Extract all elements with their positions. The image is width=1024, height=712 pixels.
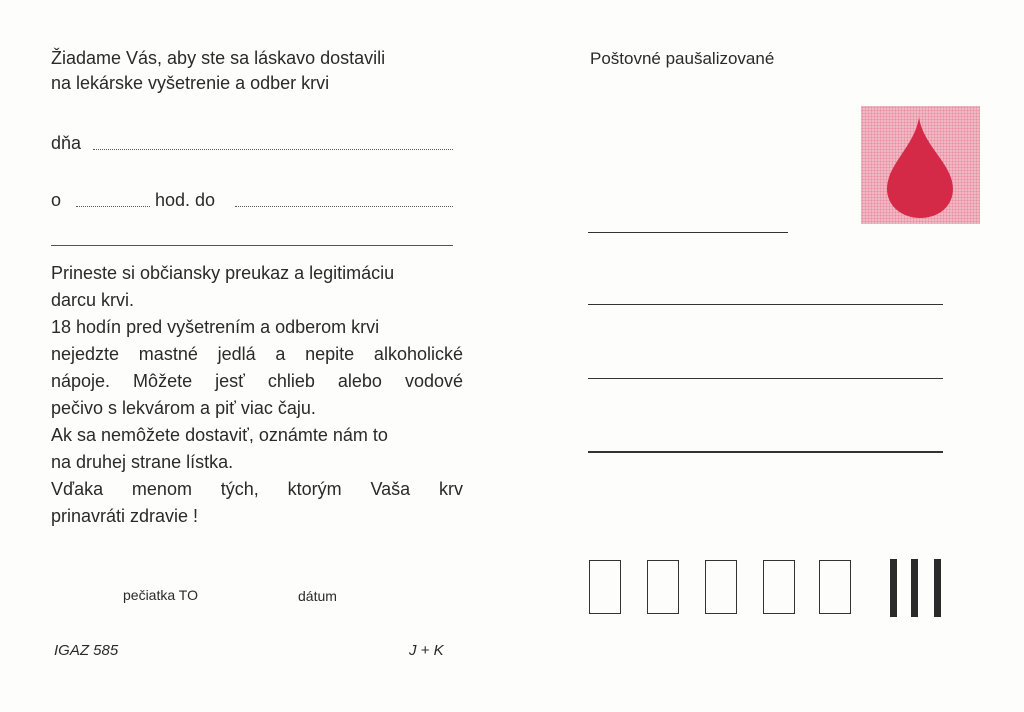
address-line-1[interactable]: [588, 232, 788, 233]
instructions-text: [51, 260, 463, 530]
postal-bar-mark: [911, 559, 918, 617]
postage-text: Poštovné paušalizované: [590, 49, 775, 68]
time-until-label: hod. do: [155, 190, 216, 210]
postal-code-box[interactable]: [705, 560, 737, 614]
instruction-line: nejedzte mastné jedlá a nepite alkoholické: [51, 344, 463, 364]
instruction-line: Prineste si občiansky preukaz a legitimáciu: [51, 263, 395, 283]
date-label: dňa: [51, 133, 82, 153]
postal-code-box[interactable]: [647, 560, 679, 614]
postal-code-box[interactable]: [819, 560, 851, 614]
time-prefix-label: o: [51, 190, 62, 210]
form-code: IGAZ 585: [54, 642, 119, 659]
instruction-line: na druhej strane lístka.: [51, 452, 234, 472]
postal-code-box[interactable]: [589, 560, 621, 614]
invitation-text: [51, 46, 461, 96]
date-sign-label: dátum: [298, 588, 337, 604]
instruction-line: Ak sa nemôžete dostaviť, oznámte nám to: [51, 425, 388, 445]
printer-mark: J + K: [409, 642, 444, 659]
postal-bar-mark: [890, 559, 897, 617]
postal-bar-mark: [934, 559, 941, 617]
instruction-line: prinavráti zdravie !: [51, 506, 199, 526]
intro-line-1: Žiadame Vás, aby ste sa láskavo dostavili: [51, 48, 386, 68]
date-field[interactable]: [93, 148, 453, 150]
separator-line: [51, 245, 453, 246]
instruction-line: nápoje. Môžete jesť chlieb alebo vodové: [51, 371, 463, 391]
address-line-3[interactable]: [588, 378, 943, 379]
blood-donation-stamp: [861, 106, 980, 224]
intro-line-2: na lekárske vyšetrenie a odber krvi: [51, 73, 330, 93]
time-to-field[interactable]: [235, 205, 453, 207]
postal-code-box[interactable]: [763, 560, 795, 614]
instruction-line: darcu krvi.: [51, 290, 135, 310]
address-line-2[interactable]: [588, 304, 943, 305]
instruction-line: pečivo s lekvárom a piť viac čaju.: [51, 398, 316, 418]
stamp-label: pečiatka TO: [123, 587, 198, 603]
instruction-line: Vďaka menom tých, ktorým Vaša krv: [51, 479, 463, 499]
instruction-line: 18 hodín pred vyšetrením a odberom krvi: [51, 317, 380, 337]
blood-drop-icon: [861, 106, 980, 224]
address-line-4[interactable]: [588, 451, 943, 453]
time-from-field[interactable]: [76, 205, 150, 207]
